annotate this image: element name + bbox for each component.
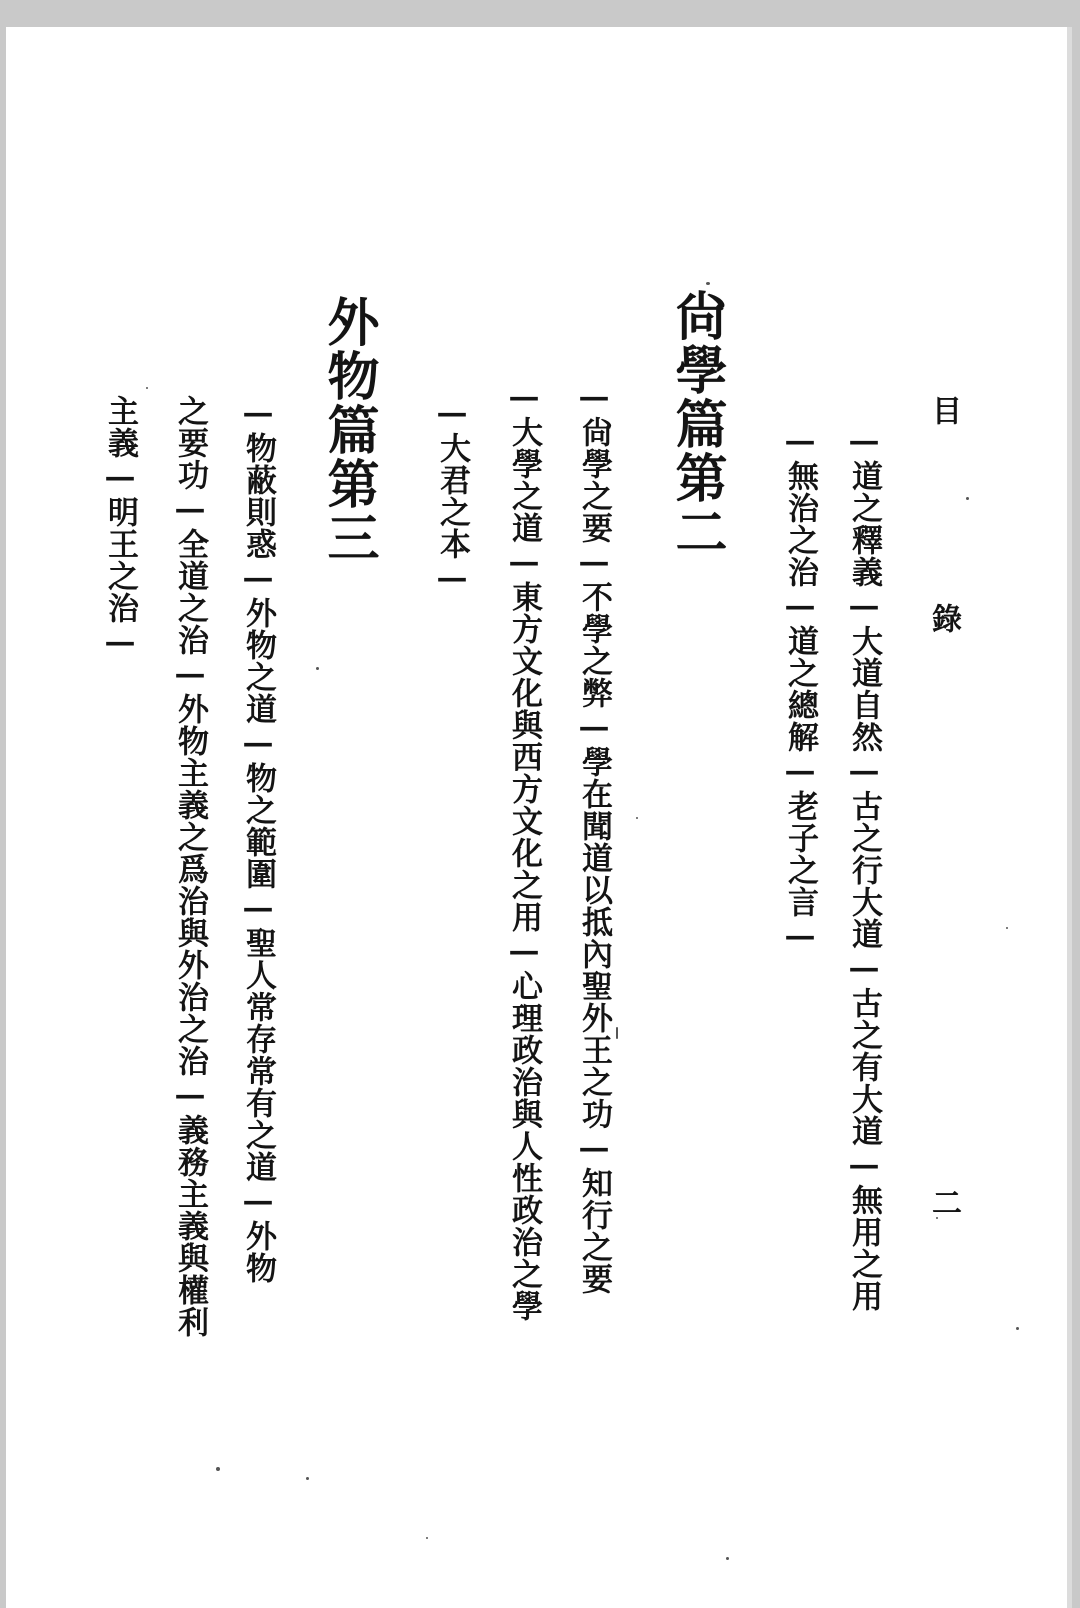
toc-column-6: —大君之本— — [434, 395, 470, 597]
print-speck — [426, 1537, 428, 1539]
print-speck — [306, 1477, 309, 1480]
print-speck — [216, 1467, 220, 1471]
print-speck — [146, 387, 148, 389]
toc-column-9: 之要功—全道之治—外物主義之爲治與外治之治—義務主義與權利 — [172, 395, 208, 1338]
page-number: 二 — [926, 1187, 961, 1217]
print-speck — [1016, 1327, 1019, 1330]
print-speck — [1006, 927, 1008, 929]
print-speck — [966, 497, 969, 500]
header-char-lu: 錄 — [926, 603, 961, 633]
print-speck — [636, 817, 638, 819]
toc-column-8: —物蔽則惑—外物之道—物之範圍—聖人常存常有之道—外物 — [240, 395, 276, 1284]
chapter-heading-3: 外物篇第三 — [318, 295, 379, 565]
header-char-mu: 目 — [926, 395, 961, 425]
print-speck — [616, 1027, 618, 1039]
chapter-heading-2: 尙學篇第二 — [666, 289, 727, 559]
print-speck — [316, 667, 319, 670]
toc-column-10: 主義—明王之治— — [102, 395, 138, 661]
book-page — [6, 27, 1072, 1608]
toc-column-4: —尙學之要—不學之弊—學在聞道以抵內聖外王之功—知行之要 — [576, 379, 612, 1295]
toc-column-5: —大學之道—東方文化與西方文化之用—心理政治與人性政治之學 — [506, 379, 542, 1322]
print-speck — [706, 282, 710, 285]
toc-column-1: —道之釋義—大道自然—古之行大道—古之有大道—無用之用 — [846, 423, 882, 1312]
toc-column-2: —無治之治—道之總解—老子之言— — [782, 423, 818, 955]
print-speck — [936, 1217, 938, 1219]
print-speck — [726, 1557, 729, 1560]
page-edge — [1067, 27, 1072, 1608]
